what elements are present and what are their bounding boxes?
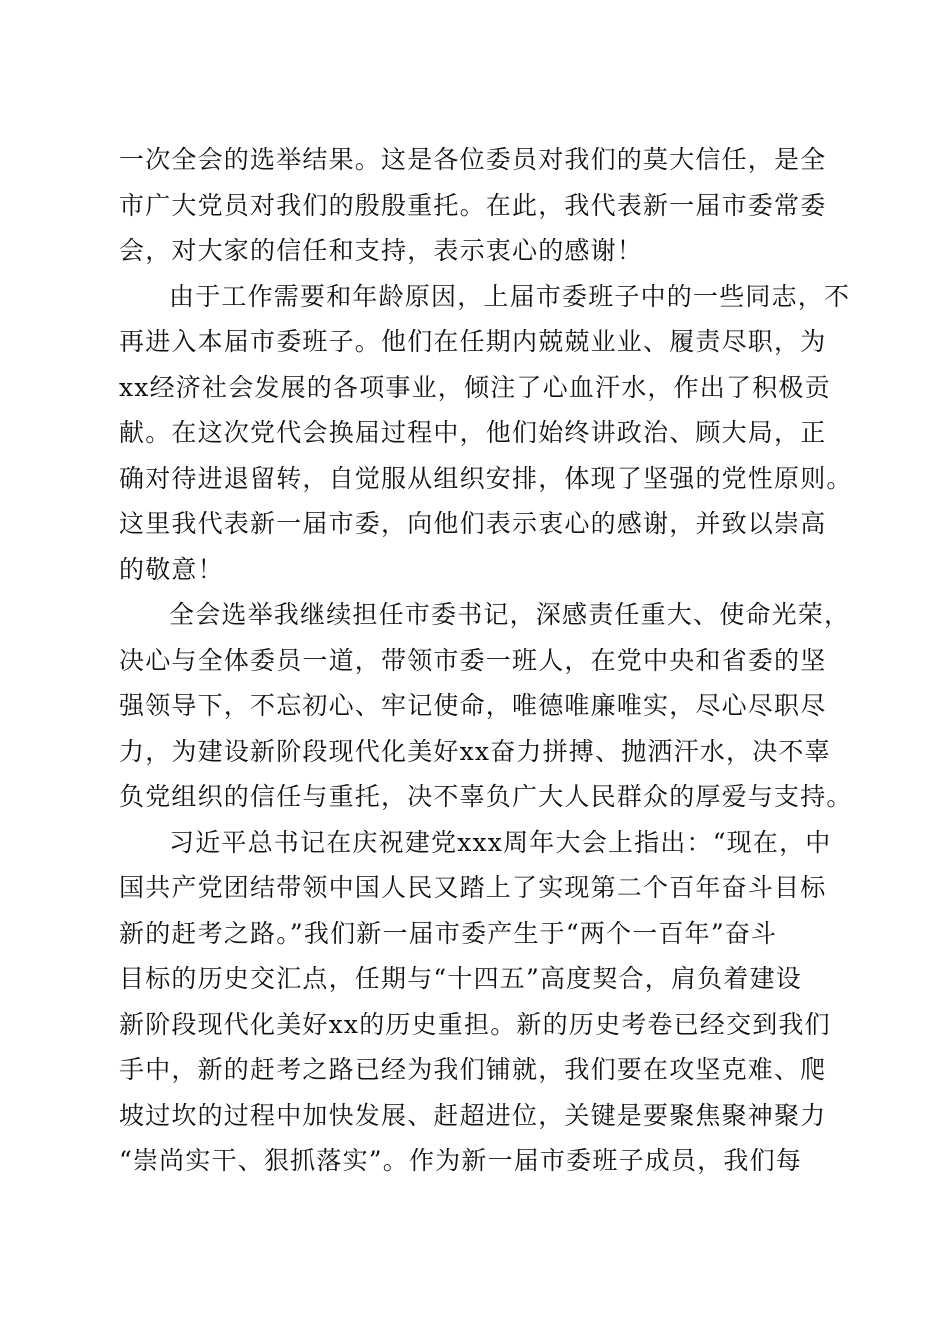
text-line: 再进入本届市委班子。他们在任期内兢兢业业、履责尽职，为 bbox=[119, 327, 827, 356]
text-line: 新阶段现代化美好xx的历史重担。新的历史考卷已经交到我们 bbox=[119, 1009, 831, 1039]
text-line: 确对待进退留转，自觉服从组织安排，体现了坚强的党性原则。 bbox=[119, 463, 853, 493]
text-line: 负党组织的信任与重托，决不辜负广大人民群众的厚爱与支持。 bbox=[119, 782, 853, 811]
paragraph-first-line: 全会选举我继续担任市委书记，深感责任重大、使命光荣， bbox=[169, 600, 851, 629]
paragraph-first-line: 由于工作需要和年龄原因，上届市委班子中的一些同志，不 bbox=[169, 281, 851, 311]
text-line: 手中，新的赶考之路已经为我们铺就，我们要在攻坚克难、爬 bbox=[119, 1055, 827, 1084]
text-line: 坡过坎的过程中加快发展、赶超进位，关键是要聚焦聚神聚力 bbox=[119, 1100, 827, 1130]
text-line: 的敬意！ bbox=[119, 554, 224, 584]
text-line: 国共产党团结带领中国人民又踏上了实现第二个百年奋斗目标 bbox=[119, 873, 827, 902]
paragraph-first-line: 习近平总书记在庆祝建党xxx周年大会上指出：“现在，中 bbox=[169, 827, 832, 857]
text-line: 会，对大家的信任和支持，表示衷心的感谢！ bbox=[119, 236, 644, 265]
text-line: 目标的历史交汇点，任期与“十四五”高度契合，肩负着建设 bbox=[119, 964, 802, 993]
text-line: 市广大党员对我们的殷殷重托。在此，我代表新一届市委常委 bbox=[119, 190, 827, 220]
text-line: 这里我代表新一届市委，向他们表示衷心的感谢，并致以崇高 bbox=[119, 509, 827, 538]
text-line: 一次全会的选举结果。这是各位委员对我们的莫大信任，是全 bbox=[119, 145, 827, 174]
text-line: 新的赶考之路。”我们新一届市委产生于“两个一百年”奋斗 bbox=[119, 918, 778, 948]
text-line: xx经济社会发展的各项事业，倾注了心血汗水，作出了积极贡 bbox=[119, 372, 831, 402]
document-body bbox=[119, 137, 853, 1184]
text-line: 献。在这次党代会换届过程中，他们始终讲政治、顾大局，正 bbox=[119, 418, 827, 447]
text-line: “崇尚实干、狠抓落实”。作为新一届市委班子成员，我们每 bbox=[119, 1146, 802, 1175]
text-line: 强领导下，不忘初心、牢记使命，唯德唯廉唯实，尽心尽职尽 bbox=[119, 691, 827, 720]
text-line: 力，为建设新阶段现代化美好xx奋力拼搏、抛洒汗水，决不辜 bbox=[119, 736, 831, 766]
text-line: 决心与全体委员一道，带领市委一班人，在党中央和省委的坚 bbox=[119, 645, 827, 675]
